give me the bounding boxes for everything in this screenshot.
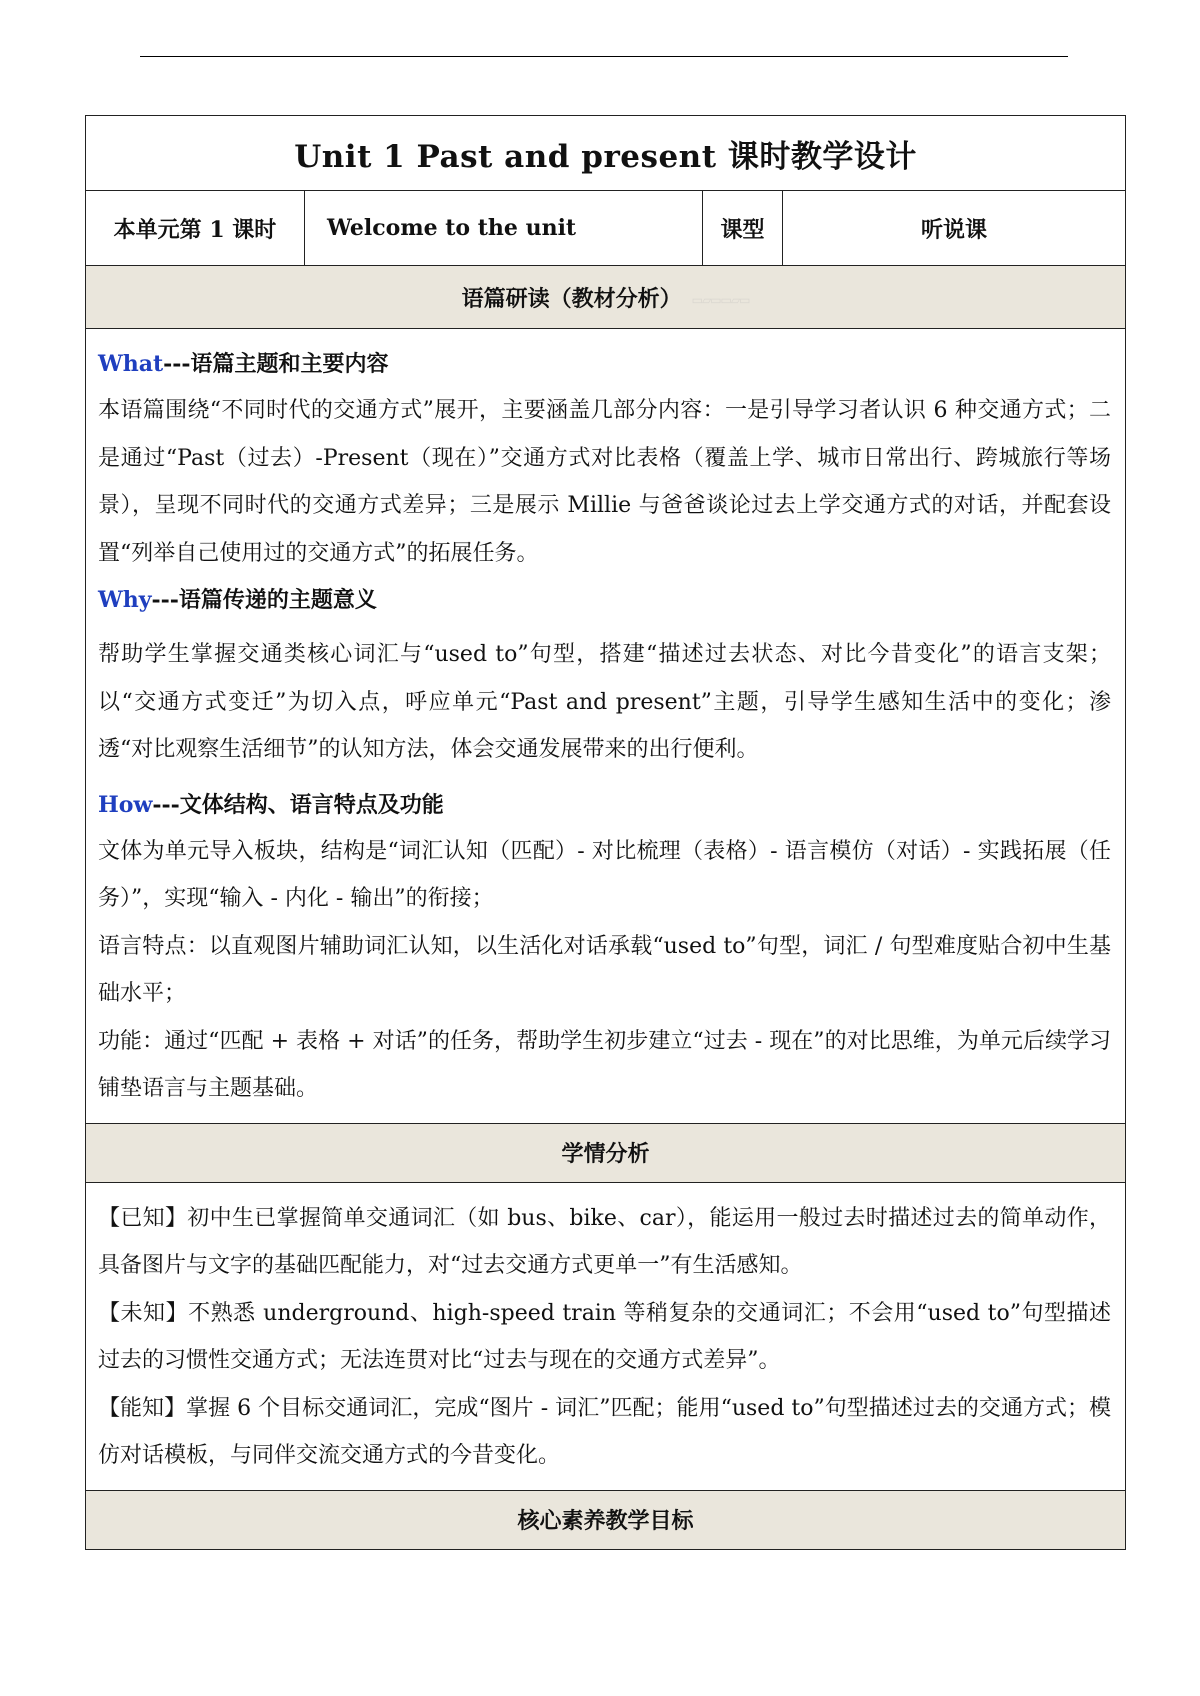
learner-known: 【已知】初中生已掌握简单交通词汇（如 bus、bike、car），能运用一般过去时描述过去的简单动作，具备图片与文字的基础匹配能力，对“过去交通方式更单一”有生活感知。 <box>98 1205 1112 1278</box>
lesson-topic: Welcome to the unit <box>305 191 703 266</box>
what-title: ---语篇主题和主要内容 <box>163 351 389 377</box>
learner-analysis-heading: 学情分析 <box>86 1123 1126 1182</box>
why-body: 帮助学生掌握交通类核心词汇与“used to”句型，搭建“描述过去状态、对比今昔变化”的语言支架；以“交通方式变迁”为切入点，呼应单元“Past and present”主题，引导学生感知生活中的变化；渗透“对比观察生活细节”的认知方法，体会交通发展带来的出行便利。 <box>98 642 1112 762</box>
how-heading <box>98 782 1111 828</box>
what-keyword: What <box>98 351 164 377</box>
why-title: ---语篇传递的主题意义 <box>151 587 377 613</box>
how-structure: 文体为单元导入板块，结构是“词汇认知（匹配）- 对比梳理（表格）- 语言模仿（对话）- 实践拓展（任务）”，实现“输入 - 内化 - 输出”的衔接； <box>98 838 1112 911</box>
learner-able: 【能知】掌握 6 个目标交通词汇，完成“图片 - 词汇”匹配；能用“used to”句型描述过去的交通方式；模仿对话模板，与同伴交流交通方式的今昔变化。 <box>98 1395 1112 1468</box>
header-rule <box>140 56 1068 57</box>
lesson-info-row <box>86 191 1126 266</box>
why-keyword: Why <box>98 587 152 613</box>
text-study-content <box>86 329 1126 1124</box>
lesson-type-label: 课型 <box>703 191 783 266</box>
how-keyword: How <box>98 791 153 818</box>
what-heading <box>98 341 1111 387</box>
text-study-heading <box>86 266 1126 329</box>
teaching-goals-heading: 核心素养教学目标 <box>86 1490 1126 1549</box>
text-study-heading-label: 语篇研读（教材分析） <box>461 285 682 312</box>
how-title: ---文体结构、语言特点及功能 <box>152 791 444 818</box>
how-language: 语言特点：以直观图片辅助词汇认知，以生活化对话承载“used to”句型，词汇 / 句型难度贴合初中生基础水平； <box>98 933 1112 1006</box>
faint-watermark-image: ▭▱▭▭▱▭ <box>691 292 750 307</box>
lesson-plan-table <box>85 115 1126 1550</box>
document-title: Unit 1 Past and present 课时教学设计 <box>86 116 1126 191</box>
how-function: 功能：通过“匹配 + 表格 + 对话”的任务，帮助学生初步建立“过去 - 现在”的对比思维，为单元后续学习铺垫语言与主题基础。 <box>98 1028 1112 1101</box>
what-body: 本语篇围绕“不同时代的交通方式”展开，主要涵盖几部分内容：一是引导学习者认识 6 种交通方式；二是通过“Past（过去）-Present（现在）”交通方式对比表格（覆盖上学、城市日常出行、跨城旅行等场景），呈现不同时代的交通方式差异；三是展示 Millie 与爸爸谈论过去上学交通方式的对话，并配套设置“列举自己使用过的交通方式”的拓展任务。 <box>98 398 1112 566</box>
lesson-number: 本单元第 1 课时 <box>86 191 305 266</box>
lesson-type-value: 听说课 <box>783 191 1126 266</box>
learner-unknown: 【未知】不熟悉 underground、high-speed train 等稍复杂的交通词汇；不会用“used to”句型描述过去的习惯性交通方式；无法连贯对比“过去与现在的交通方式差异”。 <box>98 1300 1112 1373</box>
why-heading <box>98 577 1111 623</box>
learner-analysis-content <box>86 1182 1126 1490</box>
